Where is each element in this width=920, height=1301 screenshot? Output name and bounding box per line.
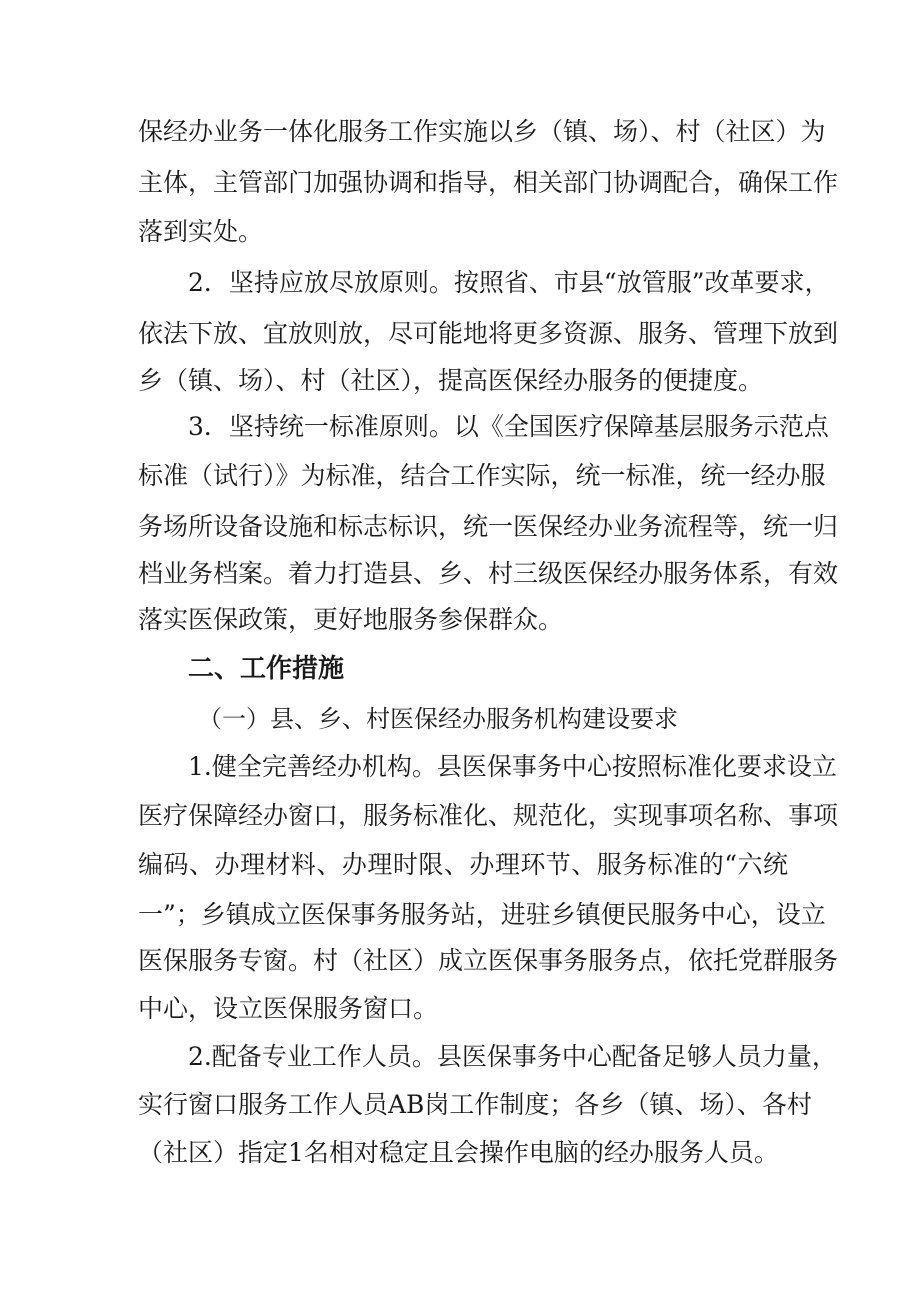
paragraph-line: 落实医保政策，更好地服务参保群众。	[138, 605, 564, 634]
paragraph-line: 3．坚持统一标准原则。以《全国医疗保障基层服务示范点	[188, 412, 829, 441]
paragraph-line: 中心，设立医保服务窗口。	[138, 994, 439, 1023]
paragraph-line: 医疗保障经办窗口，服务标准化、规范化，实现事项名称、事项	[138, 801, 839, 830]
paragraph-line: 编码、办理材料、办理时限、办理环节、服务标准的“六统	[138, 850, 788, 879]
subsection-heading: （一）县、乡、村医保经办服务机构建设要求	[198, 705, 678, 733]
paragraph-line: 标准（试行）》为标准，结合工作实际，统一标准，统一经办服	[138, 461, 826, 490]
paragraph-line: 医保服务专窗。村（社区）成立医保事务服务点，依托党群服务	[138, 946, 839, 975]
paragraph-line: 主体，主管部门加强协调和指导，相关部门协调配合，确保工作	[138, 168, 839, 197]
paragraph-line: 一”；乡镇成立医保事务服务站，进驻乡镇便民服务中心，设立	[138, 900, 826, 929]
paragraph-line: 落到实处。	[138, 217, 264, 246]
section-heading: 二、工作措施	[188, 654, 345, 684]
paragraph-line: 1.健全完善经办机构。县医保事务中心按照标准化要求设立	[188, 752, 837, 781]
paragraph-line: 务场所设备设施和标志标识，统一医保经办业务流程等，统一归	[138, 512, 839, 541]
paragraph-line: 乡（镇、场）、村（社区），提高医保经办服务的便捷度。	[138, 366, 764, 395]
paragraph-line: 依法下放、宜放则放，尽可能地将更多资源、服务、管理下放到	[138, 319, 839, 348]
paragraph-line: 保经办业务一体化服务工作实施以乡（镇、场）、村（社区）为	[138, 117, 826, 146]
paragraph-line: 实行窗口服务工作人员AB岗工作制度；各乡（镇、场）、各村	[138, 1090, 812, 1119]
paragraph-line: 档业务档案。着力打造县、乡、村三级医保经办服务体系，有效	[138, 559, 839, 588]
paragraph-line: 2.配备专业工作人员。县医保事务中心配备足够人员力量，	[188, 1042, 837, 1071]
paragraph-line: （社区）指定1名相对稳定且会操作电脑的经办服务人员。	[138, 1138, 779, 1167]
paragraph-line: 2．坚持应放尽放原则。按照省、市县“放管服”改革要求，	[188, 268, 830, 297]
